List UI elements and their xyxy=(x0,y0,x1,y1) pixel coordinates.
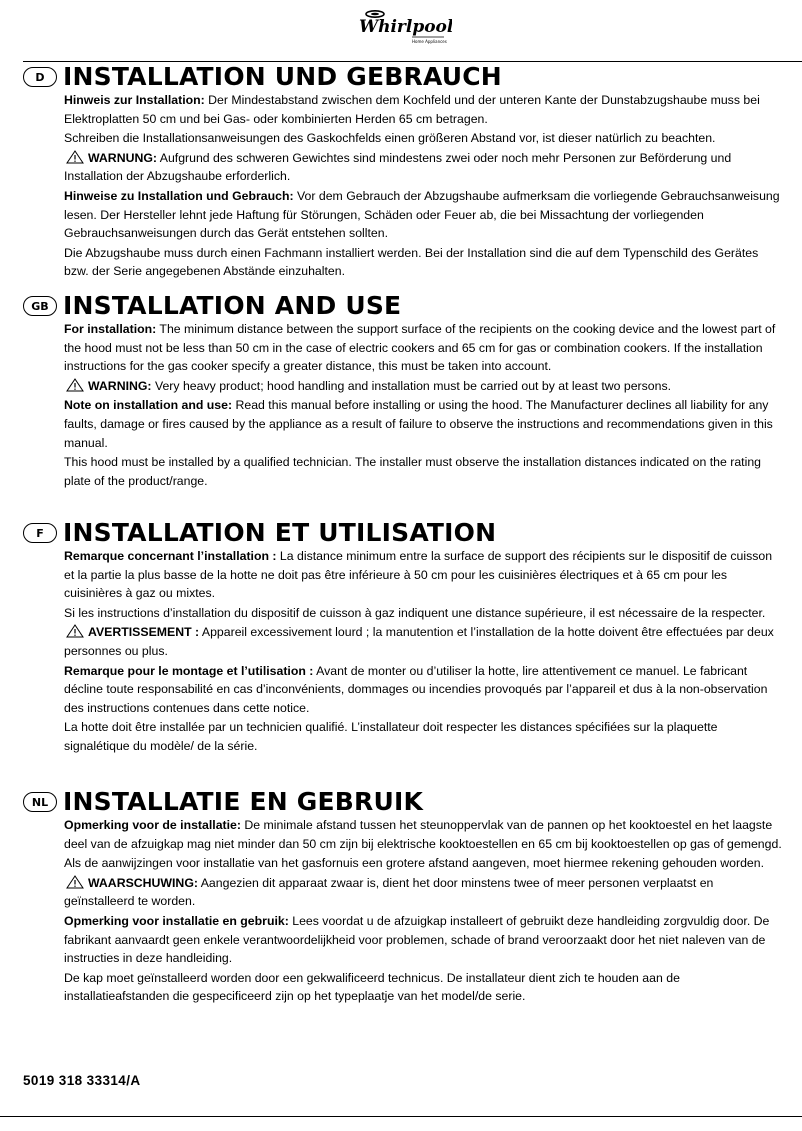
warning-triangle-icon xyxy=(66,624,84,638)
paragraph-text: La hotte doit être installée par un technicien qualifié. L’installateur doit respecter les distances spécifiées sur la plaquette signalétique du modèle/ de la série. xyxy=(64,720,718,753)
logo-text: Whirlpool xyxy=(359,17,452,37)
warning-triangle-icon xyxy=(66,875,84,889)
paragraph-text: Vor dem Gebrauch der Abzugshaube aufmerksam die vorliegende Gebrauchsanweisung lesen. Der Hersteller lehnt jede Haftung für Störungen, Schäden oder Feuer ab, die bei Missachtung der vorliegenden Gebrauchsanweisungen durch das Gerät entstehen sollten. xyxy=(64,188,780,241)
paragraph-lead: Remarque concernant l’installation : xyxy=(64,549,277,563)
paragraph-text: Schreiben die Installationsanweisungen des Gaskochfelds einen größeren Abstand vor, ist dieser natürlich zu beachten. xyxy=(64,131,716,146)
footer-rule xyxy=(0,1116,802,1117)
paragraph xyxy=(64,320,783,376)
section-title: INSTALLATION UND GEBRAUCH xyxy=(63,62,502,91)
paragraph-text: Aufgrund des schweren Gewichtes sind mindestens zwei oder noch mehr Personen zur Beförderung und Installation der Abzugshaube erforderlich. xyxy=(64,150,732,184)
paragraph-lead: Hinweis zur Installation: xyxy=(64,93,205,107)
paragraph-text: Si les instructions d’installation du dispositif de cuisson à gaz indiquent une distance supérieure, il est nécessaire de la respecter. xyxy=(64,605,766,620)
section-body xyxy=(64,547,783,756)
paragraph-text: Appareil excessivement lourd ; la manutention et l’installation de la hotte doivent être effectuées par deux personnes ou plus. xyxy=(64,625,774,658)
paragraph xyxy=(64,662,783,718)
section-title: INSTALLATION ET UTILISATION xyxy=(63,518,497,547)
paragraph-lead: WARNUNG: xyxy=(88,150,157,165)
section-heading xyxy=(23,519,783,547)
paragraph-lead: Remarque pour le montage et l’utilisation : xyxy=(64,663,314,678)
paragraph-lead: Note on installation and use: xyxy=(64,398,233,413)
paragraph-lead: AVERTISSEMENT : xyxy=(88,625,200,640)
paragraph-text: Als de aanwijzingen voor installatie van het gasfornuis een grotere afstand aangeven, moet hiermee rekening gehouden worden. xyxy=(64,856,765,871)
paragraph xyxy=(64,547,783,603)
warning-paragraph xyxy=(64,874,783,911)
paragraph xyxy=(64,244,783,281)
paragraph xyxy=(64,91,783,128)
paragraph-text: La distance minimum entre la surface de support des récipients sur le dispositif de cuisson et la partie la plus basse de la hotte ne doit pas être inférieure à 50 cm pour les cuisinières électriques et à 65 cm pour les cuisinières à gaz ou mixtes. xyxy=(64,549,773,601)
section-de xyxy=(23,63,783,282)
paragraph-text: This hood must be installed by a qualified technician. The installer must observe the installation distances indicated on the rating plate of the product/range. xyxy=(64,455,762,488)
paragraph xyxy=(64,969,783,1006)
language-badge: F xyxy=(23,523,57,543)
paragraph xyxy=(64,187,783,243)
paragraph-lead: For installation: xyxy=(64,322,157,336)
language-badge: D xyxy=(23,67,57,87)
paragraph-text: Read this manual before installing or using the hood. The Manufacturer declines all liability for any faults, damage or fires caused by the appliance as a result of failure to observe the instructions and recommendations given in this manual. xyxy=(64,398,773,450)
section-nl xyxy=(23,788,783,1007)
warning-paragraph xyxy=(64,623,783,660)
section-body xyxy=(64,91,783,281)
document-code: 5019 318 33314/A xyxy=(23,1073,141,1088)
warning-paragraph xyxy=(64,149,783,186)
section-heading xyxy=(23,788,783,816)
paragraph xyxy=(64,129,783,148)
paragraph-text: Lees voordat u de afzuigkap installeert of gebruikt deze handleiding zorgvuldig door. De fabrikant aanvaardt geen enkele verantwoordelijkheid voor problemen, schade of brand veroorzaakt door het niet naleven van de instructies in deze handleiding. xyxy=(64,913,770,966)
section-body xyxy=(64,816,783,1006)
paragraph-text: The minimum distance between the support surface of the recipients on the cooking device and the lowest part of the hood must not be less than 50 cm in the case of electric cookers and 65 cm for gas or combination cookers. If the installation instructions for the gas cooker specify a greater distance, this must be taken into account. xyxy=(64,322,776,374)
paragraph-lead: WAARSCHUWING: xyxy=(88,875,198,890)
paragraph-text: De minimale afstand tussen het steunoppervlak van de pannen op het kooktoestel en het laagste deel van de afzuigkap mag niet minder dan 50 cm zijn bij elektrische kooktoestellen en 65 cm bij kooktoestellen op gas of gemengd. xyxy=(64,818,782,851)
section-title: INSTALLATION AND USE xyxy=(63,291,402,320)
language-badge: NL xyxy=(23,792,57,812)
paragraph-text: Aangezien dit apparaat zwaar is, dient het door minstens twee of meer personen verplaatst en geïnstalleerd te worden. xyxy=(64,875,714,909)
logo-subtext: Home Appliances xyxy=(412,39,447,44)
paragraph xyxy=(64,718,783,755)
paragraph-lead: Opmerking voor de installatie: xyxy=(64,818,241,832)
paragraph xyxy=(64,604,783,623)
paragraph xyxy=(64,912,783,968)
paragraph xyxy=(64,854,783,873)
language-badge: GB xyxy=(23,296,57,316)
section-gb xyxy=(23,292,783,491)
section-heading xyxy=(23,292,783,320)
warning-paragraph xyxy=(64,377,783,396)
paragraph-text: Die Abzugshaube muss durch einen Fachmann installiert werden. Bei der Installation sind die auf dem Typenschild des Gerätes bzw. der Serie angegebenen Abstände einzuhalten. xyxy=(64,245,759,279)
paragraph-text: Der Mindestabstand zwischen dem Kochfeld und der unteren Kante der Dunstabzugshaube muss bei Elektroplatten 50 cm und bei Gas- oder kombinierten Herden 65 cm betragen. xyxy=(64,93,760,126)
paragraph-text: De kap moet geïnstalleerd worden door een gekwalificeerd technicus. De installateur dient zich te houden aan de installatieafstanden die gespecificeerd zijn op het typeplaatje van het model/de serie. xyxy=(64,970,680,1004)
whirlpool-logo xyxy=(352,6,452,46)
section-heading xyxy=(23,63,783,91)
paragraph xyxy=(64,396,783,452)
paragraph-text: Avant de monter ou d’utiliser la hotte, lire attentivement ce manuel. Le fabricant décline toute responsabilité en cas d’inconvénients, dommages ou incendies provoqués par l’appareil et dus à la non-observation des instructions contenues dans cette notice. xyxy=(64,663,768,715)
paragraph xyxy=(64,453,783,490)
paragraph xyxy=(64,816,783,853)
paragraph-lead: WARNING: xyxy=(88,378,152,393)
section-body xyxy=(64,320,783,490)
paragraph-lead: Hinweise zu Installation und Gebrauch: xyxy=(64,188,294,203)
section-fr xyxy=(23,519,783,757)
section-title: INSTALLATIE EN GEBRUIK xyxy=(63,787,424,816)
paragraph-lead: Opmerking voor installatie en gebruik: xyxy=(64,913,289,928)
warning-triangle-icon xyxy=(66,150,84,164)
paragraph-text: Very heavy product; hood handling and installation must be carried out by at least two persons. xyxy=(151,378,672,393)
warning-triangle-icon xyxy=(66,378,84,392)
